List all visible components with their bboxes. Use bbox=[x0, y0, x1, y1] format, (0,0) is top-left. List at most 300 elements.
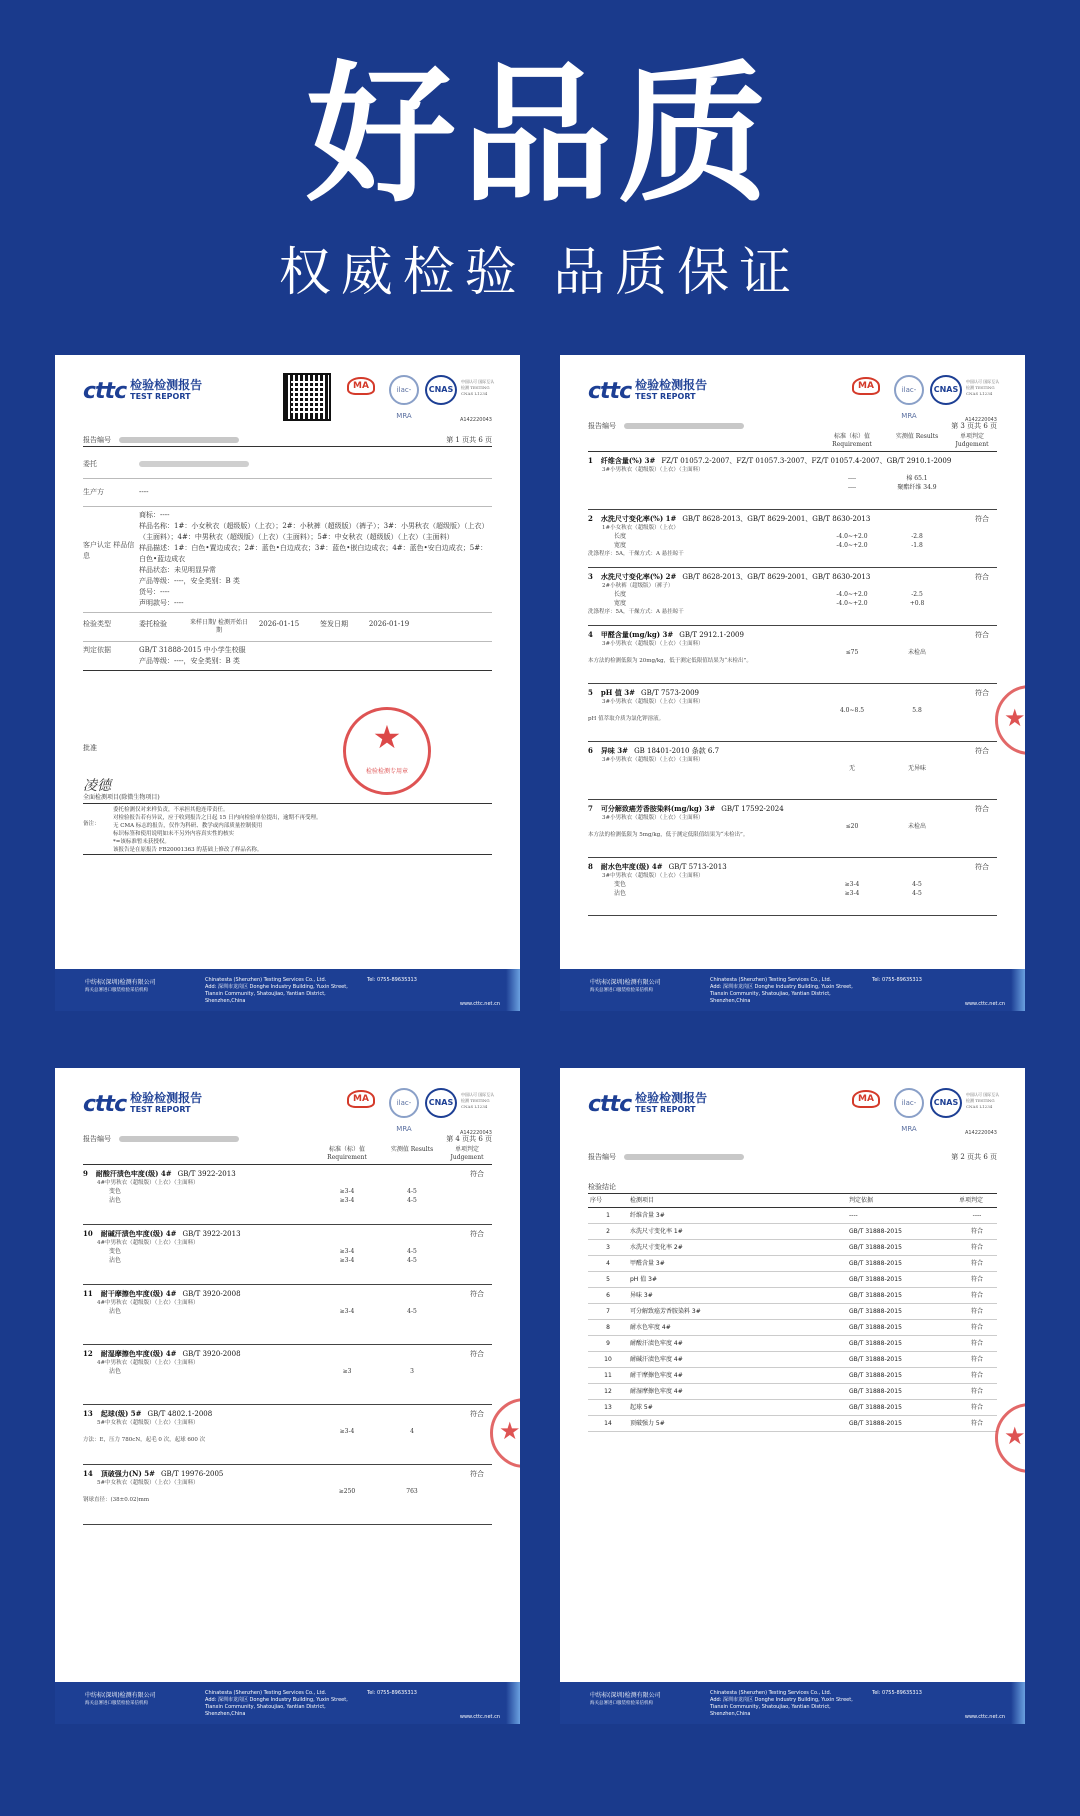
remark-line: 委托检测仅对来样负责，不承担其他连带责任。 bbox=[113, 807, 229, 813]
test-item-title bbox=[83, 1349, 492, 1359]
test-item-note: 本方法的检测低限为 5mg/kg，低于测定低限值结果为“未检出”。 bbox=[588, 832, 749, 838]
footer-company-cn: 中纺标(深圳)检测有限公司 bbox=[590, 979, 661, 986]
col-judgement: 单项判定 bbox=[957, 1194, 997, 1208]
conclusion-row bbox=[588, 1320, 997, 1336]
test-item-title bbox=[83, 1469, 492, 1479]
judgement-col: 单项判定 Judgement bbox=[450, 1146, 484, 1161]
footer-company-sub: 海关总署进口服装检验采信机构 bbox=[85, 1701, 148, 1706]
footer-company-info bbox=[205, 1690, 365, 1718]
report-no-label: 报告编号 bbox=[588, 422, 616, 430]
cnas-mark-icon: CNAS bbox=[425, 375, 457, 405]
test-item-sample: 3#小男秋衣（超级版）（上衣）（主面料） bbox=[602, 641, 704, 647]
logo-mark: cttc bbox=[83, 1092, 127, 1117]
test-item-judgement: 符合 bbox=[470, 1410, 484, 1418]
subrow-spacer bbox=[442, 1427, 492, 1436]
test-item bbox=[588, 452, 997, 510]
footer-address: Add: 深圳市龙岗区 Donghe Industry Building, Yuxin Street, Tianxin Community, Shatoujiao, Yantian District, Shenzhen,China bbox=[710, 984, 853, 1004]
test-item-no: 11 bbox=[83, 1289, 93, 1298]
row-basis: GB/T 31888-2015 bbox=[847, 1224, 957, 1240]
test-item-sample: 3#中男秋衣（超级版）（上衣）（主面料） bbox=[602, 873, 704, 879]
report-footer bbox=[560, 1682, 1025, 1724]
subrow-result: 3 bbox=[410, 1368, 414, 1375]
remark-line: *=该标准暂未获授权。 bbox=[113, 839, 170, 845]
row-judgement: 符合 bbox=[957, 1336, 997, 1352]
subrow-label bbox=[588, 648, 817, 657]
logo-en: TEST REPORT bbox=[130, 392, 191, 401]
subrow-spacer bbox=[442, 1487, 492, 1496]
test-item-note: 钢球直径：(38±0.02)mm bbox=[83, 1497, 150, 1503]
footer-company-cn: 中纺标(深圳)检测有限公司 bbox=[85, 979, 156, 986]
footer-tel: Tel: 0755-89635313 bbox=[367, 1690, 417, 1696]
test-item-judgement: 符合 bbox=[975, 689, 989, 697]
subrow-requirement: -4.0~+2.0 bbox=[836, 600, 868, 607]
qr-code-icon bbox=[285, 375, 329, 419]
cnas-mark-icon: CNAS bbox=[425, 1088, 457, 1118]
test-item bbox=[588, 684, 997, 742]
test-item-title bbox=[588, 514, 997, 524]
row-judgement: 符合 bbox=[957, 1304, 997, 1320]
sign-date-label: 签发日期 bbox=[320, 620, 348, 628]
row-basis: GB/T 31888-2015 bbox=[847, 1336, 957, 1352]
row-no: 10 bbox=[588, 1352, 628, 1368]
test-item-title bbox=[588, 862, 997, 872]
row-item: 纤维含量 3# bbox=[628, 1208, 847, 1224]
report-no-label: 报告编号 bbox=[588, 1153, 616, 1161]
subrow-label: 沾色 bbox=[109, 1257, 122, 1264]
test-item bbox=[588, 858, 997, 916]
test-subrow bbox=[588, 822, 997, 831]
subrow-requirement: -4.0~+2.0 bbox=[836, 542, 868, 549]
subrow-result: 4-5 bbox=[407, 1197, 417, 1204]
test-item bbox=[83, 1405, 492, 1465]
test-item-judgement: 符合 bbox=[975, 573, 989, 581]
test-item-judgement: 符合 bbox=[470, 1290, 484, 1298]
col-no: 序号 bbox=[588, 1194, 628, 1208]
col-basis: 判定依据 bbox=[847, 1194, 957, 1208]
client-row bbox=[83, 451, 492, 479]
conclusion-row bbox=[588, 1208, 997, 1224]
footer-tel: Tel: 0755-89635313 bbox=[872, 977, 922, 983]
test-item-title bbox=[588, 688, 997, 698]
logo-en: TEST REPORT bbox=[635, 392, 696, 401]
test-item-standard: GB/T 3922-2013 bbox=[182, 1230, 241, 1238]
sample-info-line: 样品描述：1#：白色•置边成衣；2#：蓝色•白边成衣；3#：蓝色•嵌白边成衣；4#：蓝色•安白边成衣；5#：白色•蓝边成衣 bbox=[139, 544, 488, 563]
row-judgement: 符合 bbox=[957, 1224, 997, 1240]
row-judgement: 符合 bbox=[957, 1352, 997, 1368]
subrow-spacer bbox=[947, 541, 997, 550]
row-basis: GB/T 31888-2015 bbox=[847, 1416, 957, 1432]
sign-date: 2026-01-19 bbox=[368, 620, 410, 628]
test-item-title bbox=[588, 572, 997, 582]
row-no: 3 bbox=[588, 1240, 628, 1256]
test-item-sample: 3#小男秋衣（超级版）（上衣）（主面料） bbox=[602, 699, 704, 705]
test-item-sample: 4#中男秋衣（超级版）（上衣）（主面料） bbox=[97, 1240, 199, 1246]
test-item-sample: 2#小秋裤（超级版）（裤子） bbox=[602, 583, 674, 589]
requirement-col: 标准（标）值 Requirement bbox=[327, 1146, 367, 1161]
cma-mark-icon: MA bbox=[852, 1090, 880, 1108]
test-item-note: 方法：E，压力 780cN，起毛 0 次，起球 600 次 bbox=[83, 1437, 206, 1443]
cttc-logo bbox=[588, 1092, 707, 1117]
test-item-judgement: 符合 bbox=[470, 1470, 484, 1478]
conclusion-title: 检验结论 bbox=[588, 1183, 616, 1191]
maker-label: 生产方 bbox=[83, 488, 104, 496]
logo-mark: cttc bbox=[588, 379, 632, 404]
cttc-logo bbox=[83, 379, 202, 404]
redacted-report-no bbox=[624, 1154, 744, 1160]
sample-info-line: 货号：---- bbox=[139, 588, 170, 596]
test-item-judgement: 符合 bbox=[470, 1170, 484, 1178]
test-item-standard: GB 18401-2010 条款 6.7 bbox=[634, 747, 720, 755]
test-item-note: 本方法的检测低限为 20mg/kg，低于测定低限值结果为“未检出”。 bbox=[588, 658, 752, 664]
test-item-title bbox=[83, 1289, 492, 1299]
ilac-mark-icon: ilac-MRA bbox=[894, 375, 924, 405]
row-no: 4 bbox=[588, 1256, 628, 1272]
test-item-name: 水洗尺寸变化率(%) 2# bbox=[600, 572, 677, 581]
test-item bbox=[83, 1285, 492, 1345]
test-item-no: 5 bbox=[588, 688, 593, 697]
row-no: 1 bbox=[588, 1208, 628, 1224]
subrow-result: 聚酯纤维 34.9 bbox=[897, 484, 937, 491]
footer-website: www.cttc.net.cn bbox=[459, 1714, 500, 1720]
row-item: 水洗尺寸变化率 1# bbox=[628, 1224, 847, 1240]
row-judgement: 符合 bbox=[957, 1384, 997, 1400]
hero-title: 好品质 bbox=[305, 47, 774, 223]
row-judgement: ---- bbox=[957, 1208, 997, 1224]
report-body bbox=[83, 451, 492, 855]
page-indicator: 第 2 页共 6 页 bbox=[951, 1153, 997, 1161]
footer-website: www.cttc.net.cn bbox=[964, 1714, 1005, 1720]
test-item-note: 洗涤程序：5A，干燥方式：A 悬挂晾干 bbox=[588, 551, 684, 557]
test-subrow bbox=[588, 706, 997, 715]
subrow-requirement: 4.0~8.5 bbox=[839, 707, 865, 714]
report-page-2 bbox=[560, 1068, 1025, 1724]
sample-info-line: 产品等级：----，安全类别：B 类 bbox=[139, 577, 240, 585]
report-page-4 bbox=[55, 1068, 520, 1724]
test-item-no: 3 bbox=[588, 572, 593, 581]
test-item-name: 耐碱汗渍色牢度(级) 4# bbox=[100, 1229, 177, 1238]
col-item: 检测项目 bbox=[628, 1194, 847, 1208]
test-item-name: pH 值 3# bbox=[600, 688, 635, 697]
page-indicator: 第 1 页共 6 页 bbox=[446, 436, 492, 444]
test-subrow bbox=[83, 1247, 492, 1256]
basis-line: GB/T 31888-2015 中小学生校服 bbox=[139, 646, 246, 654]
subrow-requirement: ≥3-4 bbox=[339, 1197, 355, 1204]
row-judgement: 符合 bbox=[957, 1320, 997, 1336]
cttc-logo bbox=[588, 379, 707, 404]
footer-address: Add: 深圳市龙岗区 Donghe Industry Building, Yuxin Street, Tianxin Community, Shatoujiao, Yantian District, Shenzhen,China bbox=[205, 984, 348, 1004]
certificate-number: A142220043 bbox=[459, 417, 492, 423]
test-item-sample: 3#小男秋衣（超级版）（上衣）（主面料） bbox=[602, 757, 704, 763]
subrow-label: 沾色 bbox=[109, 1197, 122, 1204]
footer-company-en: Chinatesta (Shenzhen) Testing Services Co., Ltd. bbox=[710, 1690, 832, 1696]
redacted-client bbox=[139, 461, 249, 467]
judgement-col: 单项判定 Judgement bbox=[955, 433, 989, 448]
basis-row bbox=[83, 642, 492, 671]
test-subrow bbox=[588, 764, 997, 773]
test-item bbox=[588, 626, 997, 684]
test-item bbox=[83, 1165, 492, 1225]
cnas-text: 中国认可 国际互认 检测 TESTING CNAS L1234 bbox=[966, 379, 1000, 396]
subrow-spacer bbox=[442, 1187, 492, 1196]
test-item bbox=[588, 800, 997, 858]
remark-line: 标识标签和使用说明如未不另外内容真实性的核实 bbox=[113, 831, 235, 837]
subrow-label: 宽度 bbox=[614, 600, 627, 607]
test-item-standard: GB/T 3920-2008 bbox=[182, 1290, 241, 1298]
page-indicator: 第 4 页共 6 页 bbox=[446, 1135, 492, 1143]
row-basis: GB/T 31888-2015 bbox=[847, 1352, 957, 1368]
subrow-requirement: ≥3-4 bbox=[339, 1308, 355, 1315]
conclusion-row bbox=[588, 1336, 997, 1352]
report-no-label: 报告编号 bbox=[83, 436, 111, 444]
test-item-name: 耐干摩擦色牢度(级) 4# bbox=[100, 1289, 177, 1298]
row-item: 耐水色牢度 4# bbox=[628, 1320, 847, 1336]
row-no: 11 bbox=[588, 1368, 628, 1384]
test-item-no: 2 bbox=[588, 514, 593, 523]
test-item-sample: 3#小男秋衣（超级版）（上衣）（主面料） bbox=[602, 467, 704, 473]
sample-info-line: 商标：---- bbox=[139, 511, 170, 519]
subrow-spacer bbox=[947, 880, 997, 889]
footer-company-info bbox=[205, 977, 365, 1005]
subrow-label: 宽度 bbox=[614, 542, 627, 549]
logo-text bbox=[635, 379, 707, 401]
subrow-requirement: ≥3-4 bbox=[339, 1428, 355, 1435]
test-subrow bbox=[83, 1256, 492, 1265]
row-basis: GB/T 31888-2015 bbox=[847, 1400, 957, 1416]
logo-cn: 检验检测报告 bbox=[130, 1091, 203, 1105]
test-item-name: 异味 3# bbox=[600, 746, 629, 755]
row-judgement: 符合 bbox=[957, 1272, 997, 1288]
report-number-line bbox=[83, 435, 492, 447]
subrow-result: +0.8 bbox=[909, 600, 925, 607]
test-item-title bbox=[588, 456, 997, 466]
row-no: 6 bbox=[588, 1288, 628, 1304]
conclusion-row bbox=[588, 1256, 997, 1272]
cnas-text: 中国认可 国际互认 检测 TESTING CNAS L1234 bbox=[966, 1092, 1000, 1109]
cma-mark-icon: MA bbox=[852, 377, 880, 395]
logo-text bbox=[635, 1092, 707, 1114]
sample-info-row bbox=[83, 507, 492, 613]
subrow-label: 变色 bbox=[109, 1188, 122, 1195]
subrow-label: 沾色 bbox=[109, 1308, 122, 1315]
logo-cn: 检验检测报告 bbox=[635, 1091, 708, 1105]
row-no: 9 bbox=[588, 1336, 628, 1352]
test-item-no: 14 bbox=[83, 1469, 93, 1478]
subrow-label: 变色 bbox=[614, 881, 627, 888]
approver-signature: 凌德 bbox=[83, 778, 111, 794]
ilac-mark-icon: ilac-MRA bbox=[389, 1088, 419, 1118]
subrow-result: -2.5 bbox=[911, 591, 923, 598]
subrow-label: 长度 bbox=[614, 533, 627, 540]
test-item-standard: GB/T 3920-2008 bbox=[182, 1350, 241, 1358]
footer-address: Add: 深圳市龙岗区 Donghe Industry Building, Yuxin Street, Tianxin Community, Shatoujiao, Yantian District, Shenzhen,China bbox=[205, 1697, 348, 1717]
subrow-result: 4-5 bbox=[912, 890, 922, 897]
conclusion-row bbox=[588, 1304, 997, 1320]
subrow-label bbox=[588, 764, 817, 773]
test-item-no: 7 bbox=[588, 804, 593, 813]
row-judgement: 符合 bbox=[957, 1240, 997, 1256]
subrow-spacer bbox=[947, 822, 997, 831]
footer-company-cn: 中纺标(深圳)检测有限公司 bbox=[590, 1692, 661, 1699]
remark-label: 备注： bbox=[83, 821, 100, 827]
redacted-report-no bbox=[624, 423, 744, 429]
test-subrow bbox=[83, 1487, 492, 1496]
row-item: 甲醛含量 3# bbox=[628, 1256, 847, 1272]
receive-date: 2026-01-15 bbox=[258, 620, 300, 628]
remark-head: 全面检测项目(除微生物项目) bbox=[83, 792, 492, 804]
test-item-judgement: 符合 bbox=[975, 747, 989, 755]
subrow-result: 4-5 bbox=[407, 1188, 417, 1195]
subrow-spacer bbox=[442, 1256, 492, 1265]
footer-company-info bbox=[710, 1690, 870, 1718]
row-no: 13 bbox=[588, 1400, 628, 1416]
test-item bbox=[588, 510, 997, 568]
approve-label: 批准 bbox=[83, 744, 97, 752]
test-item-judgement: 符合 bbox=[470, 1230, 484, 1238]
test-subrow bbox=[588, 889, 997, 898]
test-item-no: 9 bbox=[83, 1169, 88, 1178]
inspection-type-label: 检验类型 bbox=[83, 620, 111, 628]
subrow-label bbox=[588, 706, 817, 715]
conclusion-row bbox=[588, 1288, 997, 1304]
subrow-spacer bbox=[947, 474, 997, 483]
footer-company-en: Chinatesta (Shenzhen) Testing Services Co., Ltd. bbox=[205, 977, 327, 983]
row-no: 14 bbox=[588, 1416, 628, 1432]
row-item: 耐碱汗渍色牢度 4# bbox=[628, 1352, 847, 1368]
subrow-result: 4-5 bbox=[407, 1248, 417, 1255]
subrow-requirement: ---- bbox=[847, 484, 857, 491]
subrow-requirement: ≥3-4 bbox=[339, 1248, 355, 1255]
results-col: 实测值 Results bbox=[390, 1146, 434, 1153]
test-item-name: 耐水色牢度(级) 4# bbox=[600, 862, 663, 871]
subrow-label bbox=[83, 1427, 312, 1436]
remark-line: 无 CMA 标志的报告，仅作为科研、教学或内部质量控制使用 bbox=[113, 823, 263, 829]
test-item-name: 水洗尺寸变化率(%) 1# bbox=[600, 514, 677, 523]
test-item-judgement: 符合 bbox=[975, 805, 989, 813]
test-item bbox=[83, 1465, 492, 1525]
report-number-line bbox=[588, 421, 997, 433]
test-item-standard: GB/T 4802.1-2008 bbox=[147, 1410, 213, 1418]
ilac-mark-icon: ilac-MRA bbox=[894, 1088, 924, 1118]
test-item-no: 1 bbox=[588, 456, 593, 465]
logo-mark: cttc bbox=[588, 1092, 632, 1117]
test-item-no: 13 bbox=[83, 1409, 93, 1418]
test-item-name: 顶破强力(N) 5# bbox=[100, 1469, 155, 1478]
cnas-text: 中国认可 国际互认 检测 TESTING CNAS L1234 bbox=[461, 379, 495, 396]
subrow-result: -1.8 bbox=[911, 542, 923, 549]
test-subrow bbox=[83, 1307, 492, 1316]
test-subrow bbox=[83, 1367, 492, 1376]
footer-company-en: Chinatesta (Shenzhen) Testing Services Co., Ltd. bbox=[205, 1690, 327, 1696]
conclusion-row bbox=[588, 1224, 997, 1240]
subrow-result: 未检出 bbox=[907, 649, 926, 656]
subrow-requirement: -4.0~+2.0 bbox=[836, 591, 868, 598]
subrow-requirement: ≥3 bbox=[342, 1368, 352, 1375]
redacted-report-no bbox=[119, 437, 239, 443]
test-subrow bbox=[83, 1427, 492, 1436]
cnas-mark-icon: CNAS bbox=[930, 1088, 962, 1118]
test-item-name: 起球(级) 5# bbox=[100, 1409, 142, 1418]
sample-info-line: 样品状态：未见明显异常 bbox=[139, 566, 216, 574]
subrow-result: -2.8 bbox=[911, 533, 923, 540]
requirement-col: 标准（标）值 Requirement bbox=[832, 433, 872, 448]
report-no-label: 报告编号 bbox=[83, 1135, 111, 1143]
subrow-result: 5.8 bbox=[912, 707, 922, 714]
subrow-spacer bbox=[442, 1367, 492, 1376]
cnas-mark-icon: CNAS bbox=[930, 375, 962, 405]
test-item-name: 耐酸汗渍色牢度(级) 4# bbox=[95, 1169, 172, 1178]
test-item-name: 纤维含量(%) 3# bbox=[600, 456, 656, 465]
test-item-title bbox=[83, 1169, 492, 1179]
certificate-number: A142220043 bbox=[964, 1130, 997, 1136]
subrow-result: 4-5 bbox=[407, 1257, 417, 1264]
subrow-result: 4 bbox=[410, 1428, 414, 1435]
conclusion-section bbox=[588, 1176, 997, 1432]
test-item-name: 可分解致癌芳香胺染料(mg/kg) 3# bbox=[600, 804, 716, 813]
test-item bbox=[83, 1225, 492, 1285]
subrow-spacer bbox=[442, 1247, 492, 1256]
row-basis: GB/T 31888-2015 bbox=[847, 1272, 957, 1288]
remark-line: 该报告是在原报告 FB20001363 的基础上修改了样品名称。 bbox=[113, 847, 263, 853]
row-judgement: 符合 bbox=[957, 1368, 997, 1384]
test-item-standard: GB/T 2912.1-2009 bbox=[679, 631, 744, 639]
test-item-standard: FZ/T 01057.2-2007、FZ/T 01057.3-2007、FZ/T 01057.4-2007、GB/T 2910.1-2009 bbox=[661, 457, 952, 465]
test-subrow bbox=[83, 1187, 492, 1196]
footer-company bbox=[85, 979, 156, 995]
sample-info-lines bbox=[139, 510, 492, 609]
seal-text: 检验检测专用章 bbox=[365, 768, 408, 775]
test-item-standard: GB/T 8628-2013、GB/T 8629-2001、GB/T 8630-2013 bbox=[682, 515, 871, 523]
report-number-line bbox=[83, 1134, 492, 1146]
subrow-label bbox=[588, 822, 817, 831]
cnas-text: 中国认可 国际互认 检测 TESTING CNAS L1234 bbox=[461, 1092, 495, 1109]
edge-seal bbox=[995, 1403, 1025, 1473]
approval-area bbox=[83, 671, 492, 781]
edge-seal bbox=[490, 1398, 520, 1468]
footer-website: www.cttc.net.cn bbox=[964, 1001, 1005, 1007]
test-subrow bbox=[83, 1196, 492, 1205]
conclusion-table bbox=[588, 1193, 997, 1432]
subrow-requirement: -4.0~+2.0 bbox=[836, 533, 868, 540]
subrow-requirement: 无 bbox=[848, 765, 855, 772]
test-item-standard: GB/T 17592-2024 bbox=[721, 805, 784, 813]
row-no: 5 bbox=[588, 1272, 628, 1288]
row-basis: GB/T 31888-2015 bbox=[847, 1288, 957, 1304]
conclusion-row bbox=[588, 1400, 997, 1416]
subrow-label: 长度 bbox=[614, 591, 627, 598]
test-item-title bbox=[588, 630, 997, 640]
inspection-type-value: 委托检验 bbox=[139, 620, 167, 628]
subrow-spacer bbox=[947, 764, 997, 773]
row-judgement: 符合 bbox=[957, 1256, 997, 1272]
subrow-label: 变色 bbox=[109, 1248, 122, 1255]
test-item-standard: GB/T 3922-2013 bbox=[177, 1170, 236, 1178]
inspection-type-row bbox=[83, 613, 492, 642]
footer-tel: Tel: 0755-89635313 bbox=[367, 977, 417, 983]
footer-company bbox=[85, 1692, 156, 1708]
logo-text bbox=[130, 1092, 202, 1114]
test-subrow bbox=[588, 474, 997, 483]
row-item: 耐湿摩擦色牢度 4# bbox=[628, 1384, 847, 1400]
sample-info-line: 声明款号：---- bbox=[139, 599, 184, 607]
report-page-1 bbox=[55, 355, 520, 1011]
test-item-note: pH 值萃取介质为氯化钾溶液。 bbox=[588, 716, 665, 722]
subrow-result: 4-5 bbox=[912, 881, 922, 888]
basis-line: 产品等级：----，安全类别：B 类 bbox=[139, 657, 240, 665]
subrow-spacer bbox=[442, 1307, 492, 1316]
test-item-no: 10 bbox=[83, 1229, 93, 1238]
conclusion-row bbox=[588, 1416, 997, 1432]
row-item: 异味 3# bbox=[628, 1288, 847, 1304]
